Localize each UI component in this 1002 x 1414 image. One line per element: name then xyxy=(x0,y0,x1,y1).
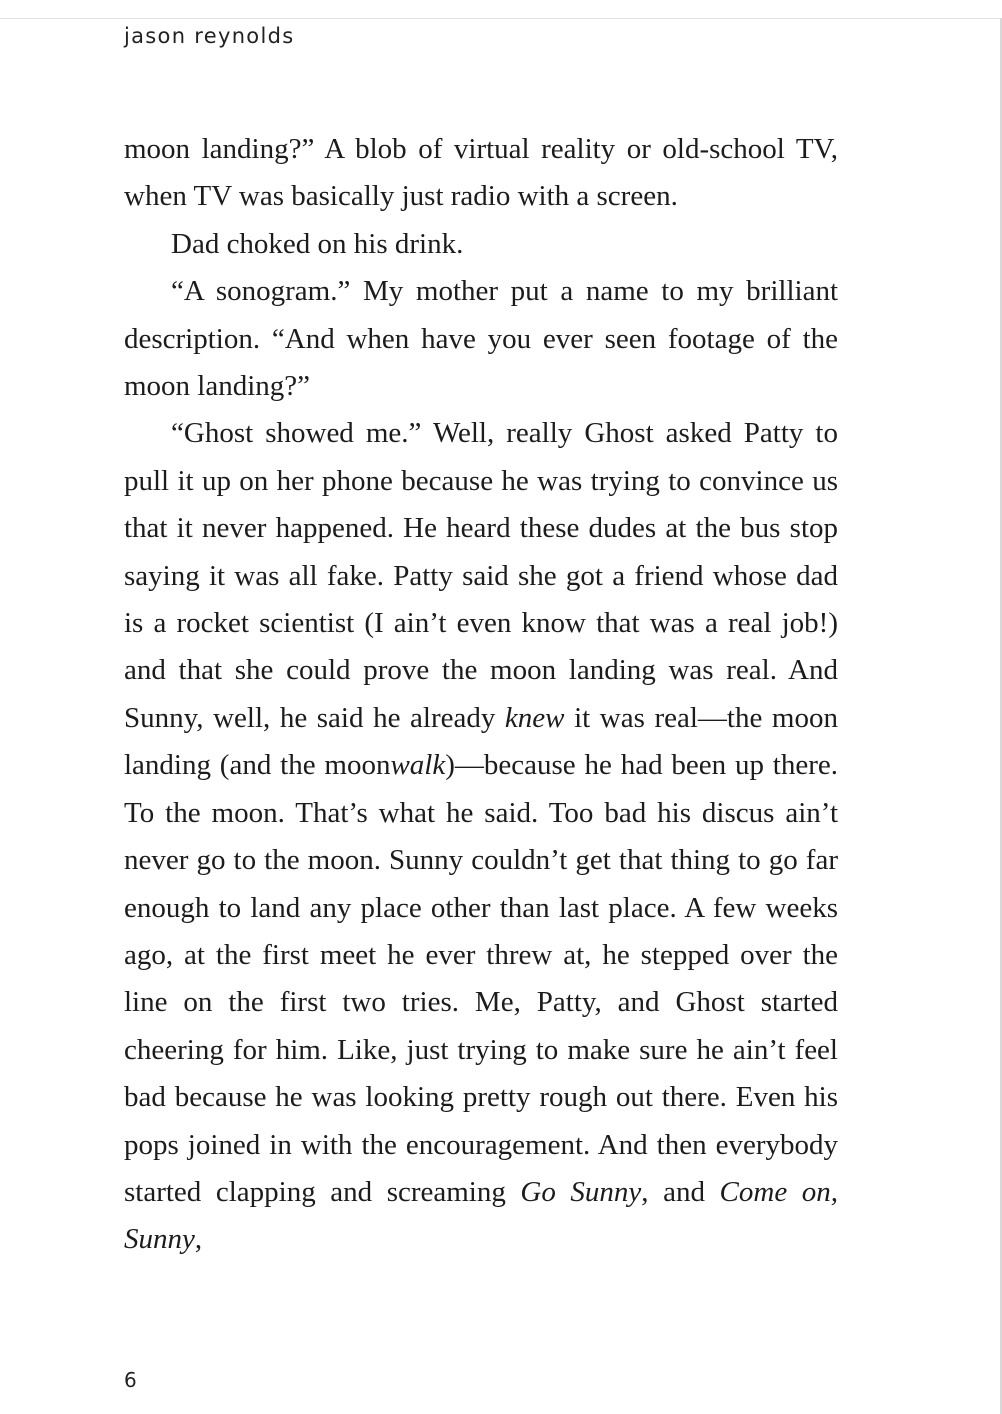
paragraph xyxy=(124,268,838,410)
paragraph xyxy=(124,126,838,221)
page-top-edge xyxy=(0,18,1002,19)
text-run: , xyxy=(194,1223,203,1256)
page-number: 6 xyxy=(124,1368,137,1392)
italic-text: knew xyxy=(504,701,565,734)
italic-text: Go Sunny xyxy=(520,1175,642,1208)
running-head-author: jason reynolds xyxy=(124,24,295,48)
text-run: )—because he had been up there. To the moon. That’s what he said. Too bad his discus ain’t never go to the moon. Sunny couldn’t get that thing to go far enough to land any place other than last place. A few weeks ago, at the first meet he ever threw at, he stepped over the line on the first two tries. Me, Patty, and Ghost started cheering for him. Like, just trying to make sure he ain’t feel bad because he was looking pretty rough out there. Even his pops joined in with the encouragement. And then everybody started clapping and screaming xyxy=(124,749,838,1208)
text-run: “Ghost showed me.” Well, really Ghost asked Patty to pull it up on her phone because he was trying to convince us that it never happened. He heard these dudes at the bus stop saying it was all fake. Patty said she got a friend whose dad is a rocket scientist (I ain’t even know that was a real job!) and that she could prove the moon landing was real. And Sunny, well, he said he already xyxy=(124,417,838,734)
text-run: moon landing?” A blob of virtual reality or old-school TV, when TV was basically just radio with a screen. xyxy=(124,133,838,213)
text-run: “A sonogram.” My mother put a name to my brilliant description. “And when have you ever seen footage of the moon landing?” xyxy=(124,275,838,403)
italic-text: walk xyxy=(390,749,446,782)
text-run: , and xyxy=(641,1175,720,1208)
paragraph xyxy=(124,410,838,1263)
text-run: Dad choked on his drink. xyxy=(171,227,464,260)
body-text xyxy=(124,126,838,1264)
italic-text: Come on, Sunny xyxy=(124,1175,838,1256)
text-run: it was real—the moon landing (and the moon xyxy=(124,701,838,782)
paragraph xyxy=(124,221,838,268)
